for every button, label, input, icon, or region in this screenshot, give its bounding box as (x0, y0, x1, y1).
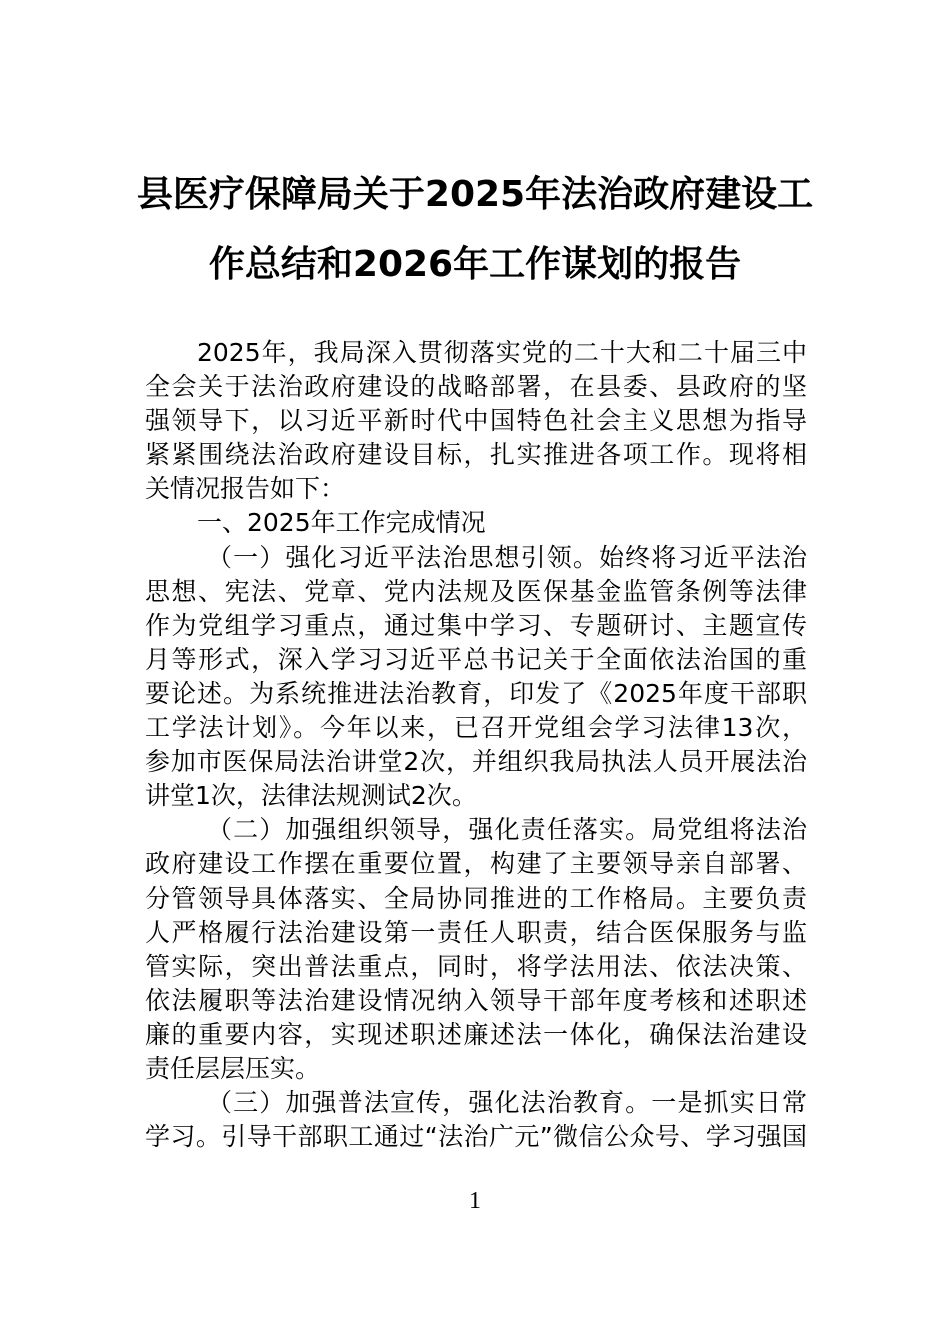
text-line: 管实际，突出普法重点，同时，将学法用法、依法决策、 (145, 951, 807, 981)
text-line: 关情况报告如下： (145, 474, 346, 504)
section-2-paragraph (145, 813, 807, 1086)
text-line: 责任层层压实。 (145, 1053, 321, 1083)
text-line: 2025年，我局深入贯彻落实党的二十大和二十届三中 (197, 338, 807, 367)
intro-paragraph (145, 336, 807, 506)
text-line: （三）加强普法宣传，强化法治教育。一是抓实日常 (207, 1088, 807, 1118)
text-line: 讲堂1次，法律法规测试2次。 (145, 781, 477, 811)
section-heading (145, 506, 807, 540)
section-1-paragraph (145, 541, 807, 814)
text-line: （一）强化习近平法治思想引领。始终将习近平法治 (207, 542, 807, 572)
document-title (120, 160, 830, 300)
text-line: 作为党组学习重点，通过集中学习、专题研讨、主题宣传 (145, 610, 807, 640)
text-line: 学习。引导干部职工通过“法治广元”微信公众号、学习强国 (145, 1122, 807, 1152)
title-line: 县医疗保障局关于2025年法治政府建设工 (136, 174, 814, 215)
text-line: 参加市医保局法治讲堂2次，并组织我局执法人员开展法治 (145, 747, 807, 777)
text-line: 廉的重要内容，实现述职述廉述法一体化，确保法治建设 (145, 1019, 807, 1049)
text-line: 紧紧围绕法治政府建设目标，扎实推进各项工作。现将相 (145, 440, 807, 470)
text-line: 全会关于法治政府建设的战略部署，在县委、县政府的坚 (145, 372, 807, 402)
title-line: 作总结和2026年工作谋划的报告 (208, 244, 742, 285)
text-line: （二）加强组织领导，强化责任落实。局党组将法治 (207, 815, 807, 845)
text-line: 依法履职等法治建设情况纳入领导干部年度考核和述职述 (145, 985, 807, 1015)
document-body (145, 336, 807, 1154)
text-line: 分管领导具体落实、全局协同推进的工作格局。主要负责 (145, 883, 807, 913)
text-line: 要论述。为系统推进法治教育，印发了《2025年度干部职 (145, 678, 807, 708)
text-line: 思想、宪法、党章、党内法规及医保基金监管条例等法律 (145, 576, 807, 606)
text-line: 工学法计划》。今年以来，已召开党组会学习法律13次， (145, 713, 807, 743)
heading-line: 一、2025年工作完成情况 (197, 508, 486, 538)
section-3-paragraph (145, 1086, 807, 1154)
text-line: 人严格履行法治建设第一责任人职责，结合医保服务与监 (145, 917, 807, 947)
page-number: 1 (469, 1188, 481, 1214)
text-line: 强领导下，以习近平新时代中国特色社会主义思想为指导 (145, 406, 807, 436)
text-line: 月等形式，深入学习习近平总书记关于全面依法治国的重 (145, 644, 807, 674)
text-line: 政府建设工作摆在重要位置，构建了主要领导亲自部署、 (145, 849, 807, 879)
